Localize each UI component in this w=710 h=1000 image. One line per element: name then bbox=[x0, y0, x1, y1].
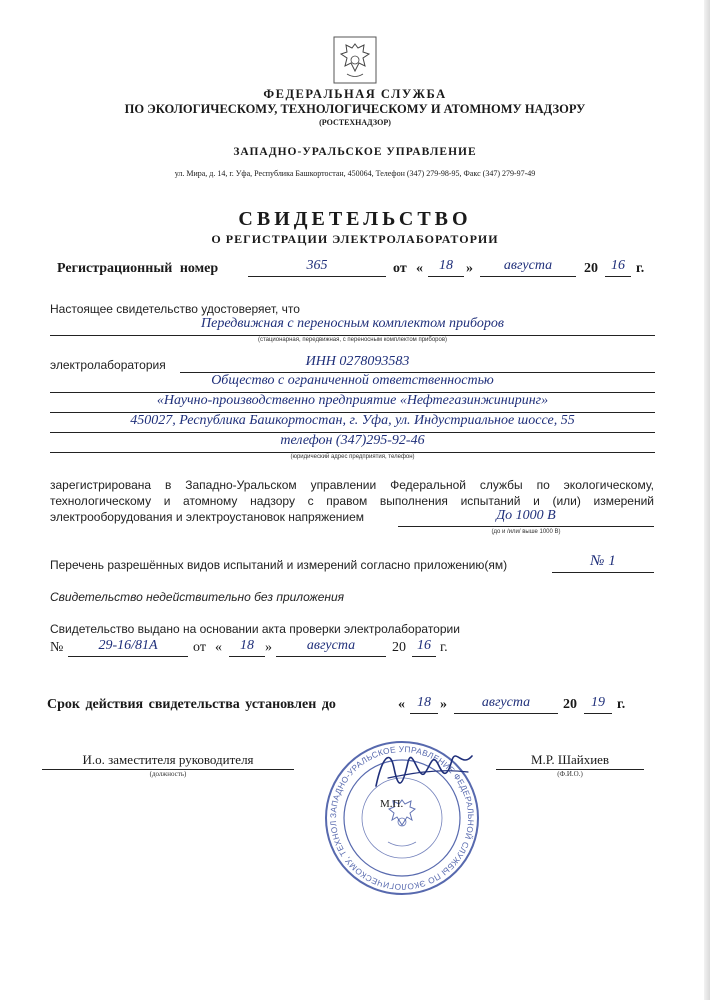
validity-quote-close: » bbox=[440, 697, 447, 712]
validity-month: августа bbox=[454, 695, 558, 714]
stamp-mp-label: М.П. bbox=[380, 798, 404, 810]
annex-label: Перечень разрешённых видов испытаний и измерений согласно приложению(ям) bbox=[50, 558, 508, 572]
header-department: ЗАПАДНО-УРАЛЬСКОЕ УПРАВЛЕНИЕ bbox=[233, 146, 477, 158]
registered-line2: технологическому и атомному надзору с правом выполнения испытаний и (или) измерений bbox=[50, 494, 654, 508]
registration-number: 365 bbox=[248, 258, 386, 277]
signer-position-hint: (должность) bbox=[149, 770, 187, 778]
registration-day: 18 bbox=[428, 258, 464, 277]
signer-name-hint: (Ф.И.О.) bbox=[557, 770, 583, 778]
invalid-note: Свидетельство недействительно без приложения bbox=[50, 590, 345, 604]
lab-address-hint: (юридический адрес предприятия, телефон) bbox=[290, 454, 415, 460]
registration-label: Регистрационный номер bbox=[57, 261, 219, 276]
lab-label: электролаборатория bbox=[50, 358, 166, 372]
lab-phone-line: телефон (347)295-92-46 bbox=[50, 433, 655, 453]
certifies-intro: Настоящее свидетельство удостоверяет, что bbox=[50, 302, 300, 316]
basis-label: Свидетельство выдано на основании акта проверки электролаборатории bbox=[50, 622, 460, 636]
lab-address-line1: 450027, Республика Башкортостан, г. Уфа, ул. Индустриальное шоссе, 55 bbox=[50, 413, 655, 433]
validity-g: г. bbox=[617, 697, 626, 712]
validity-day: 18 bbox=[410, 695, 438, 714]
validity-quote-open: « bbox=[398, 697, 405, 712]
registration-year: 16 bbox=[605, 258, 631, 277]
validity-year: 19 bbox=[584, 695, 612, 714]
registration-quote-open: « bbox=[416, 261, 423, 276]
basis-quote-close: » bbox=[265, 640, 272, 655]
handwritten-signature bbox=[368, 738, 478, 798]
registration-g: г. bbox=[636, 261, 645, 276]
validity-label: Срок действия свидетельства установлен до bbox=[47, 697, 336, 712]
coat-of-arms-emblem bbox=[333, 36, 377, 84]
stamp-ring-text: ЗАПАДНО-УРАЛЬСКОЕ УПРАВЛЕНИЕ ФЕДЕРАЛЬНОЙ СЛУЖБЫ ПО ЭКОЛОГИЧЕСКОМУ, ТЕХНОЛ bbox=[327, 743, 477, 893]
document-title: СВИДЕТЕЛЬСТВО bbox=[238, 208, 472, 230]
lab-inn: ИНН 0278093583 bbox=[180, 354, 655, 373]
validity-year-prefix: 20 bbox=[563, 697, 577, 712]
basis-month: августа bbox=[276, 638, 386, 657]
signer-position: И.о. заместителя руководителя bbox=[42, 752, 294, 770]
basis-day: 18 bbox=[229, 638, 265, 657]
lab-name-line1: Общество с ограниченной ответственностью bbox=[50, 373, 655, 393]
basis-year-prefix: 20 bbox=[392, 640, 406, 655]
basis-quote-open: « bbox=[215, 640, 222, 655]
annex-value: № 1 bbox=[552, 553, 654, 573]
lab-name-line2: «Научно-производственно предприятие «Нефтегазинжиниринг» bbox=[50, 393, 655, 413]
basis-act-number: 29-16/81А bbox=[68, 638, 188, 657]
registration-year-prefix: 20 bbox=[584, 261, 598, 276]
header-org-short: (РОСТЕХНАДЗОР) bbox=[319, 118, 391, 127]
registration-ot: от bbox=[393, 261, 407, 276]
basis-no-sign: № bbox=[50, 640, 64, 655]
header-org-line2: ПО ЭКОЛОГИЧЕСКОМУ, ТЕХНОЛОГИЧЕСКОМУ И АТОМНОМУ НАДЗОРУ bbox=[124, 102, 586, 116]
basis-ot: от bbox=[193, 640, 206, 655]
header-org-line1: ФЕДЕРАЛЬНАЯ СЛУЖБА bbox=[263, 87, 447, 101]
lab-type-value: Передвижная с переносным комплектом приборов bbox=[50, 316, 655, 336]
registered-line1: зарегистрирована в Западно-Уральском управлении Федеральной службы по экологическому, bbox=[50, 478, 654, 492]
voltage-hint: (до и /или/ выше 1000 В) bbox=[491, 529, 561, 535]
basis-year: 16 bbox=[412, 638, 436, 657]
header-address: ул. Мира, д. 14, г. Уфа, Республика Башкортостан, 450064, Телефон (347) 279-98-95, Факс (347) 279-97-49 bbox=[174, 169, 536, 178]
registered-line3: электрооборудования и электроустановок напряжением bbox=[50, 510, 365, 524]
voltage-value: До 1000 В bbox=[398, 508, 654, 527]
document-subtitle: О РЕГИСТРАЦИИ ЭЛЕКТРОЛАБОРАТОРИИ bbox=[211, 232, 499, 246]
registration-month: августа bbox=[480, 258, 576, 277]
signer-name: М.Р. Шайхиев bbox=[496, 752, 644, 770]
basis-g: г. bbox=[440, 640, 448, 655]
registration-quote-close: » bbox=[466, 261, 473, 276]
lab-type-hint: (стационарная, передвижная, с переносным комплектом приборов) bbox=[257, 337, 448, 343]
